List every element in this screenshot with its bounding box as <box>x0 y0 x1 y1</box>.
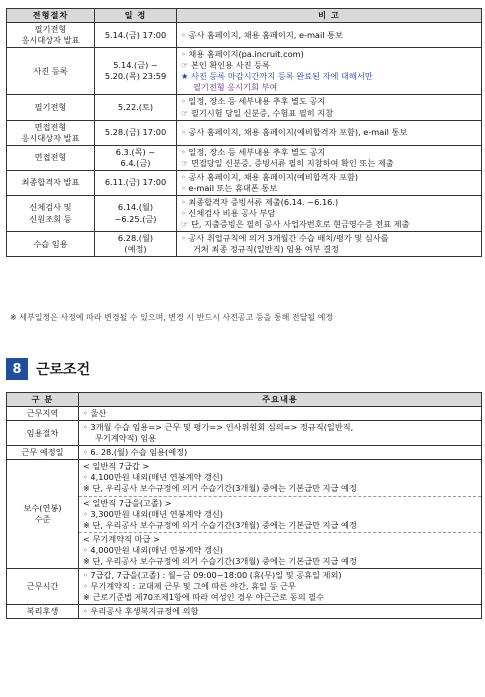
conditions-label <box>7 568 79 604</box>
schedule-notes <box>177 145 482 170</box>
step-line: 필기전형 <box>34 101 67 112</box>
conditions-row <box>7 407 482 421</box>
conditions-label <box>7 407 79 421</box>
conditions-content <box>79 446 482 460</box>
step-line: 수습 임용 <box>33 238 68 249</box>
note-line: ◦ 신체검사 비용 공사 부담 <box>181 208 276 218</box>
conditions-row <box>7 460 482 569</box>
date-line: 6.28.(월) <box>117 233 154 244</box>
schedule-row <box>7 195 482 231</box>
header-category: 구 분 <box>7 393 79 407</box>
schedule-date <box>95 145 177 170</box>
schedule-step <box>7 23 95 48</box>
conditions-label <box>7 460 79 569</box>
schedule-notes <box>177 120 482 145</box>
conditions-label <box>7 605 79 619</box>
schedule-table <box>6 8 482 257</box>
date-line: 6.3.(목) ~ <box>115 146 156 157</box>
schedule-row <box>7 48 482 95</box>
content-line: ◦ 무기계약직 : 교대제 근무 및 그에 따른 야간, 휴일 등 근무 <box>83 580 296 591</box>
label-line: 근무지역 <box>26 408 59 419</box>
date-line: 5.14.(금) 17:00 <box>104 29 167 40</box>
schedule-step <box>7 48 95 95</box>
section-title: 근로조건 <box>36 362 91 378</box>
content-line: ※ 단, 우리공사 보수규정에 의거 수습기간(3개월) 중에는 기본급만 지급 예정 <box>83 555 357 566</box>
schedule-date <box>95 120 177 145</box>
schedule-date <box>95 232 177 257</box>
note-line: ★ 사진 등록 마감시간까지 등록 완료된 자에 대해서만 <box>181 71 373 82</box>
step-line: 응시대상자 발표 <box>21 132 80 143</box>
section-heading <box>6 358 90 380</box>
pay-group <box>79 497 481 533</box>
schedule-notes <box>177 195 482 231</box>
note-line: ◦ 일정, 장소 등 세부내용 추후 별도 공지 <box>181 146 326 157</box>
note-line: ◦ 공사 취업규칙에 의거 3개월간 수습 배치/평가 및 심사를 <box>181 233 389 244</box>
note-line: ☞ 면접당일 신분증, 증빙서류 필히 지참하여 확인 또는 제출 <box>181 157 394 168</box>
label-line: 근무 예정일 <box>21 447 64 458</box>
date-line: 6.11.(금) 17:00 <box>104 177 167 188</box>
content-line: ※ 단, 우리공사 보수규정에 의거 수습기간(3개월) 중에는 기본급만 지급 예정 <box>83 483 357 494</box>
content-line: ◦ 4,000만원 내외(매년 연봉계약 갱신) <box>83 544 223 555</box>
schedule-step <box>7 232 95 257</box>
header-notes: 비 고 <box>177 9 482 23</box>
content-line: < 일반직 7급갑 > <box>83 461 150 472</box>
note-line: ☞ 필기시험 당일 신분증, 수험표 필히 지참 <box>181 107 334 118</box>
conditions-content <box>79 407 482 421</box>
label-line: 복리후생 <box>26 606 59 617</box>
content-line: ◦ 3개월 수습 임용=> 근무 및 평가=> 인사위원회 심의=> 정규직(일반직, <box>83 422 354 433</box>
conditions-row <box>7 446 482 460</box>
schedule-row <box>7 232 482 257</box>
schedule-date <box>95 23 177 48</box>
content-line: ◦ 4,100만원 내외(매년 연봉계약 갱신) <box>83 472 223 483</box>
date-line: 5.14.(금) ~ <box>113 60 158 71</box>
schedule-header-row <box>7 9 482 23</box>
conditions-content <box>79 460 482 569</box>
schedule-step <box>7 95 95 120</box>
label-line: 임용절차 <box>26 427 59 438</box>
content-line: ※ 단, 우리공사 보수규정에 의거 수습기간(3개월) 중에는 기본급만 지급 예정 <box>83 519 357 530</box>
pay-group <box>79 460 481 496</box>
note-line: ◦ 일정, 장소 등 세부내용 추후 별도 공지 <box>181 96 326 107</box>
date-line: 5.28.(금) 17:00 <box>104 127 167 138</box>
note-line: ☞ 본인 확인용 사진 등록 <box>181 60 270 71</box>
schedule-date <box>95 48 177 95</box>
label-line: 보수(연봉) <box>23 503 62 514</box>
step-line: 사진 등록 <box>33 65 68 76</box>
schedule-date <box>95 195 177 231</box>
content-line: < 무기계약직 마급 > <box>83 533 160 544</box>
date-line: 5.20.(목) 23:59 <box>104 71 167 82</box>
content-line: < 일반직 7급을(고졸) > <box>83 497 172 508</box>
content-line: ◦ 7급갑, 7급을(고졸) : 월~금 09:00~18:00 (휴(무)일 및 공휴일 제외) <box>83 569 342 580</box>
label-line: 수준 <box>34 514 51 525</box>
date-line: 5.22.(토) <box>117 101 154 112</box>
conditions-label <box>7 421 79 446</box>
note-line: ◦ 공사 홈페이지, 채용 홈페이지(예비합격자 포함), e-mail 통보 <box>181 127 408 138</box>
conditions-row <box>7 605 482 619</box>
schedule-footnote: ※ 세부일정은 사정에 따라 변경될 수 있으며, 변경 시 반드시 사전공고 등을 통해 전달될 예정 <box>10 313 334 322</box>
step-line: 면접전형 <box>34 152 67 163</box>
conditions-content <box>79 421 482 446</box>
date-line: ~6.25.(금) <box>114 213 157 224</box>
header-date: 일 정 <box>95 9 177 23</box>
header-content: 주요내용 <box>79 393 482 407</box>
conditions-header-row <box>7 393 482 407</box>
step-line: 응시대상자 발표 <box>21 35 80 46</box>
step-line: 신체검사 및 <box>29 202 72 213</box>
note-line: ◦ 채용 홈페이지(pa.incruit.com) <box>181 49 304 60</box>
content-line: ◦ 6. 28.(월) 수습 임용(예정) <box>83 447 188 458</box>
note-line: ◦ 공사 홈페이지, 채용 홈페이지(예비합격자 포함) <box>181 171 359 182</box>
step-line: 필기전형 <box>34 24 67 35</box>
conditions-content <box>79 605 482 619</box>
schedule-step <box>7 195 95 231</box>
schedule-step <box>7 145 95 170</box>
content-line: 무기계약직) 임용 <box>95 433 157 444</box>
step-line: 면접전형 <box>34 121 67 132</box>
section-number: 8 <box>6 358 28 380</box>
conditions-table <box>6 392 482 619</box>
label-line: 근무시간 <box>26 580 59 591</box>
date-line: 6.4.(금) <box>120 157 151 168</box>
schedule-row <box>7 145 482 170</box>
note-line: 거쳐 최종 정규직(일반직) 임용 여부 결정 <box>193 244 339 255</box>
conditions-row <box>7 421 482 446</box>
schedule-row <box>7 120 482 145</box>
header-step: 전형절차 <box>7 9 95 23</box>
schedule-notes <box>177 95 482 120</box>
conditions-row <box>7 568 482 604</box>
conditions-content <box>79 568 482 604</box>
content-line: ◦ 울산 <box>83 408 107 419</box>
note-line: ◦ e-mail 또는 휴대폰 통보 <box>181 182 278 193</box>
content-line: ◦ 우리공사 후생복지규정에 의함 <box>83 606 199 617</box>
step-line: 신원조회 등 <box>29 213 72 224</box>
section-bar <box>36 358 476 380</box>
step-line: 최종합격자 발표 <box>21 177 80 188</box>
date-line: (예정) <box>124 244 147 255</box>
date-line: 6.14.(월) <box>117 202 154 213</box>
pay-group <box>79 533 481 568</box>
note-line: ☞ 단, 지출증빙은 필히 공사 사업자번호로 현금영수증 전표 제출 <box>181 219 410 230</box>
schedule-notes <box>177 48 482 95</box>
schedule-notes <box>177 232 482 257</box>
schedule-step <box>7 170 95 195</box>
note-line: ◦ 최종합격자 증빙서류 제출(6.14. ~6.16.) <box>181 196 339 207</box>
schedule-row <box>7 170 482 195</box>
schedule-notes <box>177 170 482 195</box>
schedule-date <box>95 170 177 195</box>
schedule-notes <box>177 23 482 48</box>
content-line: ※ 근로기준법 제70조제1항에 따라 여성인 경우 야근근로 동의 필수 <box>83 592 325 602</box>
content-line: ◦ 3,300만원 내외(매년 연봉계약 갱신) <box>83 508 223 519</box>
conditions-label <box>7 446 79 460</box>
note-line: ◦ 공사 홈페이지, 채용 홈페이지, e-mail 통보 <box>181 29 343 40</box>
schedule-row <box>7 23 482 48</box>
note-line: 필기전형 응시기회 부여 <box>193 82 278 93</box>
schedule-row <box>7 95 482 120</box>
schedule-date <box>95 95 177 120</box>
schedule-step <box>7 120 95 145</box>
